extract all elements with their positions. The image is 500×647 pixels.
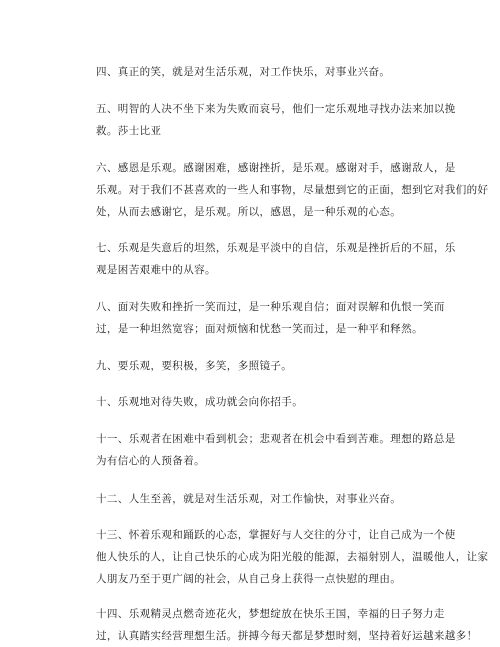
- paragraph-line: 九、要乐观，要积极，多笑，多照镜子。: [96, 360, 293, 372]
- paragraph-line: 人朋友乃至于更广阔的社会，从自己身上获得一点快慰的理由。: [96, 573, 402, 585]
- paragraph-line: 救。莎士比亚: [96, 125, 162, 137]
- paragraph-line: 处，从而去感谢它，是乐观。所以，感恩，是一种乐观的心态。: [96, 206, 402, 218]
- paragraph-6: [96, 157, 489, 223]
- paragraph-line: 六、感恩是乐观。感谢困难，感谢挫折，是乐观。感谢对手，感谢敌人，是: [96, 162, 456, 174]
- paragraph-line: 十四、乐观精灵点燃奇迹花火，梦想绽放在快乐王国，幸福的日子努力走: [96, 608, 445, 620]
- paragraph-line: 过，认真踏实经营理想生活。拼搏今每天都是梦想时刻，坚持着好运越来越多！: [96, 630, 478, 642]
- paragraph-line: 五、明智的人决不坐下来为失败而哀号，他们一定乐观地寻找办法来加以挽: [96, 103, 456, 115]
- paragraph-line: 十一、乐观者在困难中看到机会；悲观者在机会中看到苦难。理想的路总是: [96, 433, 456, 445]
- paragraph-13: [96, 524, 489, 590]
- paragraph-12: [96, 488, 421, 510]
- paragraph-8: [96, 296, 445, 340]
- paragraph-line: 十、乐观地对待失败，成功就会向你招手。: [96, 396, 304, 408]
- paragraph-10: [96, 391, 421, 413]
- paragraph-line: 为有信心的人预备着。: [96, 455, 205, 467]
- paragraph-line: 十二、人生至善，就是对生活乐观，对工作愉快，对事业兴奋。: [96, 493, 402, 505]
- paragraph-4: [96, 61, 421, 83]
- paragraph-line: 十三、怀着乐观和踊跃的心态，掌握好与人交往的分寸，让自己成为一个使: [96, 529, 456, 541]
- paragraph-line: 乐观。对于我们不甚喜欢的一些人和事物，尽量想到它的正面，想到它对我们的好: [96, 184, 489, 196]
- paragraph-line: 七、乐观是失意后的坦然，乐观是平淡中的自信，乐观是挫折后的不屈，乐: [96, 242, 456, 254]
- paragraph-7: [96, 237, 456, 281]
- paragraph-line: 四、真正的笑，就是对生活乐观，对工作快乐，对事业兴奋。: [96, 66, 391, 78]
- paragraph-5: [96, 98, 456, 142]
- paragraph-line: 观是困苦艰难中的从容。: [96, 264, 216, 276]
- paragraph-line: 八、面对失败和挫折一笑而过，是一种乐观自信；面对误解和仇恨一笑而: [96, 301, 445, 313]
- paragraph-line: 他人快乐的人，让自己快乐的心成为阳光般的能源，去福射别人，温暖他人，让家: [96, 551, 489, 563]
- paragraph-line: 过，是一种坦然宽容；面对烦恼和忧愁一笑而过，是一种平和释然。: [96, 323, 423, 335]
- paragraph-11: [96, 428, 456, 472]
- paragraph-14: [96, 603, 478, 647]
- paragraph-9: [96, 355, 421, 377]
